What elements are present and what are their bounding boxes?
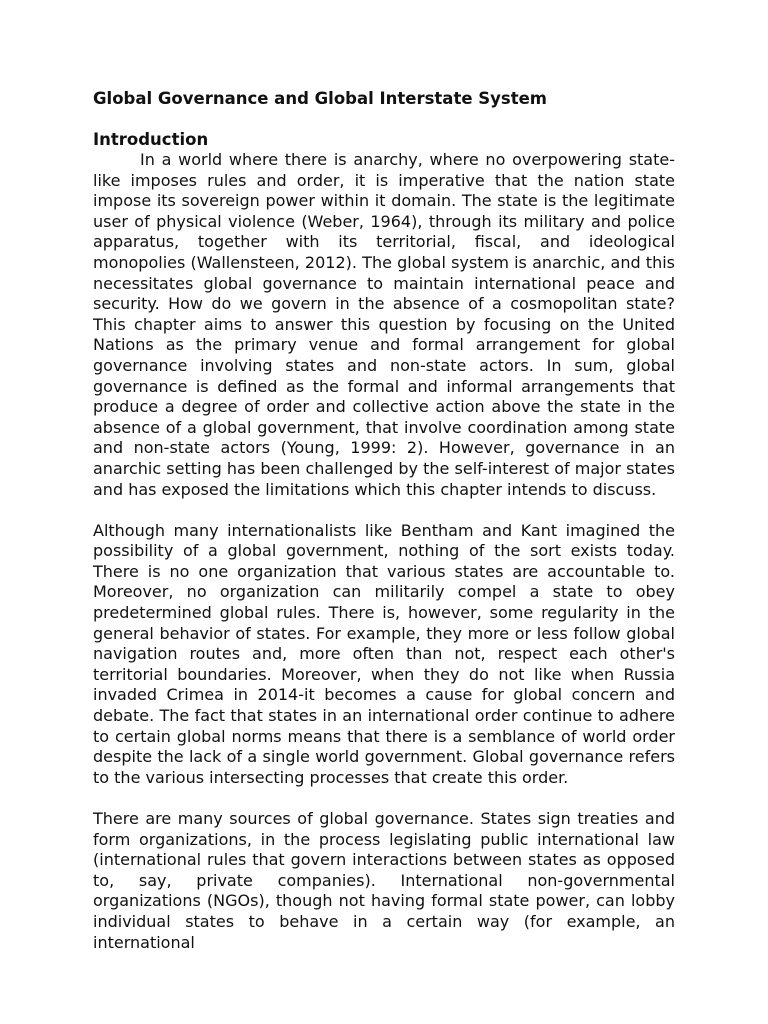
- section-heading-introduction: Introduction: [93, 130, 209, 149]
- paragraph-2: Although many internationalists like Bentham and Kant imagined the possibility of a global government, nothing of the sort exists today. There is no one organization that various states are accountable to. Moreover, no organization can militarily compel a state to obey predetermined global rules. There is, however, some regularity in the general behavior of states. For example, they more or less follow global navigation routes and, more often than not, respect each other's territorial boundaries. Moreover, when they do not like when Russia invaded Crimea in 2014-it becomes a cause for global concern and debate. The fact that states in an international order continue to adhere to certain global norms means that there is a semblance of world order despite the lack of a single world government. Global governance refers to the various intersecting processes that create this order.: [93, 520, 675, 787]
- page-title: Global Governance and Global Interstate System: [93, 89, 547, 108]
- paragraph-1: In a world where there is anarchy, where no overpowering state-like imposes rules and order, it is imperative that the nation state impose its sovereign power within it domain. The state is the legitimate user of physical violence (Weber, 1964), through its military and police apparatus, together with its territorial, fiscal, and ideological monopolies (Wallensteen, 2012). The global system is anarchic, and this necessitates global governance to maintain international peace and security. How do we govern in the absence of a cosmopolitan state? This chapter aims to answer this question by focusing on the United Nations as the primary venue and formal arrangement for global governance involving states and non-state actors. In sum, global governance is defined as the formal and informal arrangements that produce a degree of order and collective action above the state in the absence of a global government, that involve coordination among state and non-state actors (Young, 1999: 2). However, governance in an anarchic setting has been challenged by the self-interest of major states and has exposed the limitations which this chapter intends to discuss.: [93, 150, 675, 499]
- document-page: [93, 88, 675, 974]
- paragraph-3: There are many sources of global governance. States sign treaties and form organizations, in the process legislating public international law (international rules that govern interactions between states as opposed to, say, private companies). International non-governmental organizations (NGOs), though not having formal state power, can lobby individual states to behave in a certain way (for example, an international: [93, 809, 675, 952]
